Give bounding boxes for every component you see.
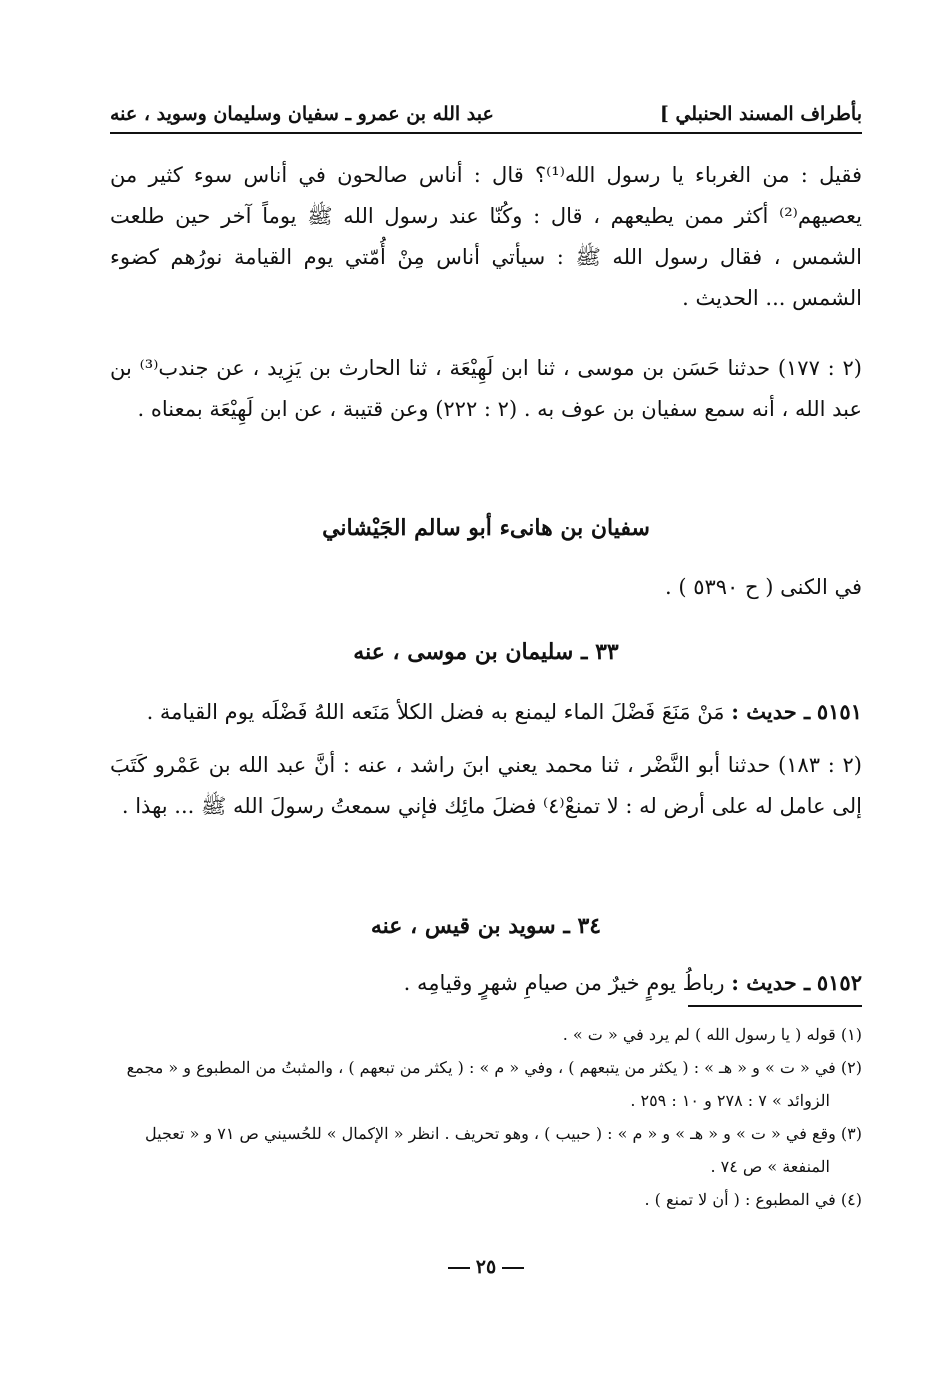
header-section-title: عبد الله بن عمرو ـ سفيان وسليمان وسويد ، عنه [110, 103, 494, 125]
section-title-sufyan-ibn-hani: سفيان بن هانىء أبو سالم الجَيْشاني [322, 515, 650, 541]
footnote-4: (٤) في المطبوع : ( أن لا تمنع ) . [644, 1190, 862, 1209]
paragraph-isnad-183: (٢ : ١٨٣) حدثنا أبو النَّضْر ، ثنا محمد يعني ابنَ راشد ، عنه : أنَّ عبد الله بن عَمْرو كَتَبَ إلى عامل له على أرض له : لا تمنعْ⁽٤⁾ فضلَ مائِك فإني سمعتُ رسولَ الله ﷺ ... بهذا . [110, 753, 862, 818]
entry-5152 [110, 962, 862, 1004]
paragraph-isnad-177: (٢ : ١٧٧) حدثنا حَسَن بن موسى ، ثنا ابن لَهِيْعَة ، ثنا الحارث بن يَزِيد ، عن جندب⁽³⁾ بن عبد الله ، أنه سمع سفيان بن عوف به . (٢ : ٢٢٢) وعن قتيبة ، عن ابن لَهِيْعَة بمعناه . [110, 356, 862, 421]
page-number-dash [502, 1267, 524, 1269]
section-title-34-suwayd: ٣٤ ـ سويد بن قيس ، عنه [370, 913, 602, 939]
page-number-value: ٢٥ [475, 1256, 497, 1278]
header-book-title: بأطراف المسند الحنبلي ] [659, 103, 862, 125]
footnote-2: (٢) في « ت » و « هـ » : ( يكثر من يتبعهم ) ، وفي « م » : ( يكثر من تبعهم ) ، والمثبتُ من المطبوع و « مجمع الزوائد » ٧ : ٢٧٨ و ١٠ : ٢٥٩ . [126, 1058, 862, 1110]
entry-5151 [110, 691, 862, 733]
entry-number: ٥١٥٢ [816, 970, 862, 995]
paragraph-hadith-continuation: فقيل : من الغرباء يا رسول الله⁽¹⁾؟ قال : أناس صالحون في أناس سوء كثير من يعصيهم⁽²⁾ أكثر ممن يطيعهم ، قال : وكُنّا عند رسول الله ﷺ يوماً آخر حين طلعت الشمس ، فقال رسول الله ﷺ : سيأتي أناس مِنْ أُمّتي يوم القيامة نورُهم كضوء الشمس ... الحديث . [110, 163, 862, 310]
footnote-1: (١) قوله ( يا رسول الله ) لم يرد في « ت » . [562, 1025, 862, 1044]
footnote-separator [688, 1005, 862, 1007]
entry-hadith-text: مَنْ مَنَعَ فَضْلَ الماء ليمنع به فضل الكلأ مَنَعه اللهُ فَضْلَه يوم القيامة . [146, 700, 725, 724]
entry-label: ـ حديث : [731, 970, 811, 995]
running-header [110, 96, 862, 134]
section-kuna-reference: في الكنى ( ح ٥٣٩٠ ) . [664, 575, 862, 599]
entry-hadith-text: رباطُ يومٍ خيرٌ من صيامِ شهرٍ وقيامِه . [403, 971, 725, 995]
entry-number: ٥١٥١ [816, 699, 862, 724]
section-title-33-sulayman: ٣٣ ـ سليمان بن موسى ، عنه [353, 639, 619, 665]
page-number [110, 1256, 862, 1278]
entry-label: ـ حديث : [731, 699, 811, 724]
footnote-3: (٣) وقع في « ت » و « هـ » و « م » : ( حبيب ) ، وهو تحريف . انظر « الإكمال » للحُسيني ص ٧١ و « تعجيل المنفعة » ص ٧٤ . [145, 1124, 862, 1176]
page-number-dash [448, 1267, 470, 1269]
footnotes [110, 1018, 862, 1216]
